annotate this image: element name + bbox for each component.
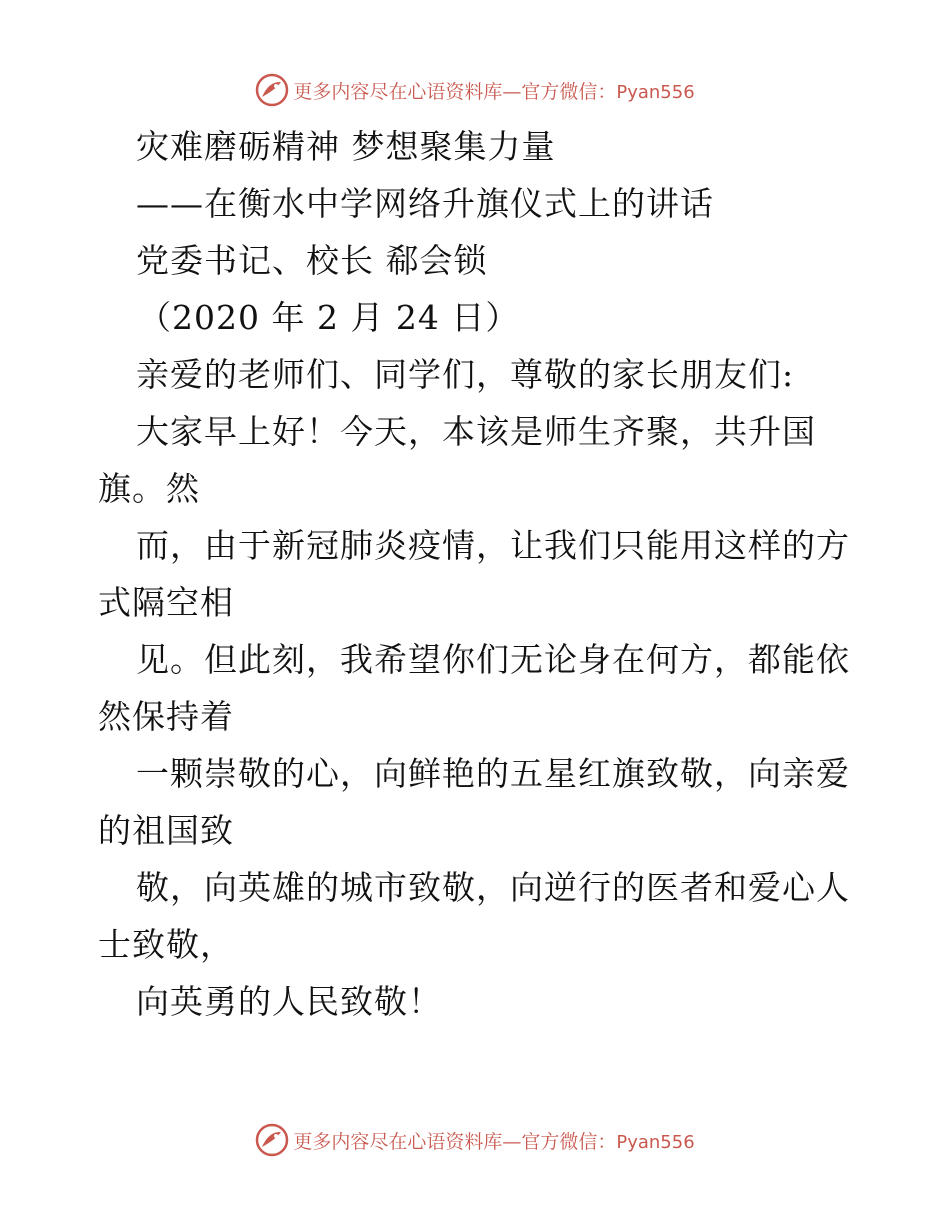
watermark-text: 更多内容尽在心语资料库—官方微信：Pyan556 [293,1130,695,1153]
header-watermark [0,70,950,110]
body-line: 敬，向英雄的城市致敬，向逆行的医者和爱心人 [136,868,850,907]
body-line: 见。但此刻，我希望你们无论身在何方，都能依 [136,640,850,679]
document-subtitle: ——在衡水中学网络升旗仪式上的讲话 [136,184,714,223]
document-body [98,118,858,1030]
body-line: 一颗崇敬的心，向鲜艳的五星红旗致敬，向亲爱 [136,754,850,793]
footer-watermark [0,1120,950,1160]
body-line: 旗。然 [98,469,200,508]
document-title: 灾难磨砺精神 梦想聚集力量 [136,127,556,166]
body-line: 的祖国致 [98,811,234,850]
document-author: 党委书记、校长 郗会锁 [136,241,488,280]
body-line: 而，由于新冠肺炎疫情，让我们只能用这样的方 [136,526,850,565]
body-line: 然保持着 [98,697,234,736]
body-line: 大家早上好！今天，本该是师生齐聚，共升国 [136,412,816,451]
watermark-text: 更多内容尽在心语资料库—官方微信：Pyan556 [293,80,695,103]
pen-nib-logo-icon [255,73,289,107]
body-line: 向英勇的人民致敬！ [136,982,442,1021]
speech-body [98,403,858,1030]
pen-nib-logo-icon [255,1123,289,1157]
body-line: 式隔空相 [98,583,234,622]
document-date: （2020 年 2 月 24 日） [138,298,520,337]
body-line: 士致敬， [98,925,234,964]
salutation: 亲爱的老师们、同学们，尊敬的家长朋友们: [136,355,795,394]
